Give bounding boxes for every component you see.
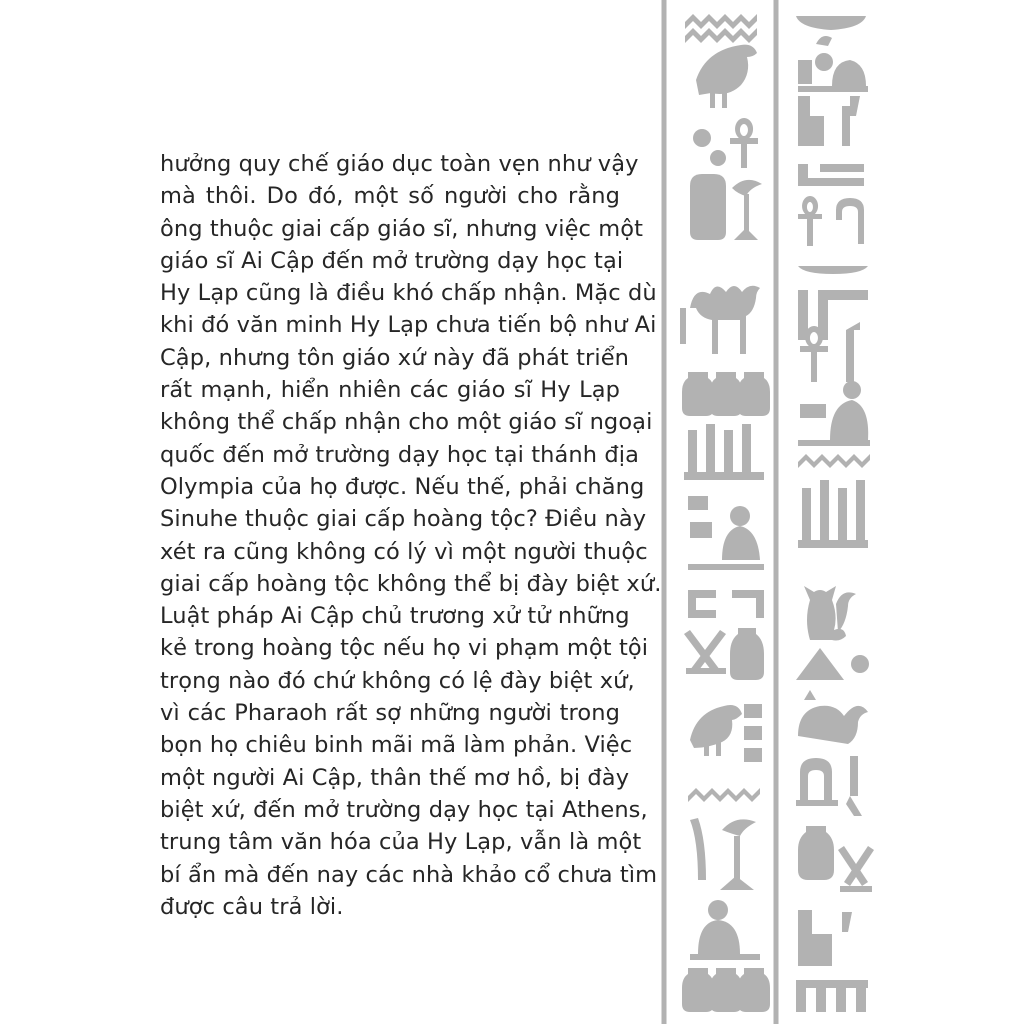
reed-column-icon xyxy=(798,480,868,548)
text-line: không thể chấp nhận cho một giáo sĩ ngoại xyxy=(160,409,653,436)
arm-staff-icon xyxy=(690,818,756,890)
text-line: một người Ai Cập, thân thế mơ hồ, bị đày xyxy=(160,764,630,791)
text-line: Olympia của họ được. Nếu thế, phải chăng xyxy=(160,473,645,500)
comb-icon xyxy=(796,980,868,1012)
text-line: hưởng quy chế giáo dục toàn vẹn như vậy xyxy=(160,151,639,177)
text-line: xét ra cũng không có lý vì một người thuộc xyxy=(160,538,648,565)
frame-icon xyxy=(798,164,864,186)
text-line: mà thôi. Do đó, một số người cho rằng xyxy=(160,183,620,210)
bowl-icon xyxy=(796,16,866,30)
text-line: vì các Pharaoh rất sợ những người trong xyxy=(160,700,620,727)
text-line: kẻ trong hoàng tộc nếu họ vi phạm một tội xyxy=(160,635,649,662)
body-text xyxy=(160,148,662,923)
ankh-staff-icon xyxy=(800,322,860,382)
cobra-frame-icon xyxy=(688,590,764,618)
water-ripple-icon xyxy=(685,14,757,43)
tall-vase-icon xyxy=(730,628,764,680)
text-line: biệt xứ, đến mở trường dạy học tại Athens, xyxy=(160,796,648,823)
text-line: Cập, nhưng tôn giáo xứ này đã phát triển xyxy=(160,344,629,371)
amphora-icon xyxy=(798,826,834,880)
text-line: giáo sĩ Ai Cập đến mở trường dạy học tại xyxy=(160,247,624,274)
text-line: bí ẩn mà đến nay các nhà khảo cổ chưa tìm xyxy=(160,861,658,888)
camel-icon xyxy=(680,286,760,354)
knot-icon xyxy=(684,630,726,674)
sarcophagus-icon xyxy=(690,174,726,240)
text-line: Hy Lạp cũng là điều khó chấp nhận. Mặc dù xyxy=(160,280,657,307)
kneeling-figure-icon xyxy=(690,900,760,960)
steps-icon xyxy=(798,96,860,146)
owl-icon xyxy=(690,704,762,762)
text-line: Sinuhe thuộc giai cấp hoàng tộc? Điều này xyxy=(160,506,647,533)
lion-icon xyxy=(798,690,868,744)
vases-icon xyxy=(682,372,770,416)
offering-figure-icon xyxy=(798,381,870,446)
ankh-pair-icon xyxy=(798,196,864,246)
text-line: rất mạnh, hiển nhiên các giáo sĩ Hy Lạp xyxy=(160,377,620,404)
text-line: khi đó văn minh Hy Lạp chưa tiến bộ như Ai xyxy=(160,312,657,339)
text-line: được câu trả lời. xyxy=(160,893,344,920)
text-line: quốc đến mở trường dạy học tại thánh địa xyxy=(160,441,639,468)
text-line: trung tâm văn hóa của Hy Lạp, vẫn là một xyxy=(160,829,642,856)
seated-scribe-icon xyxy=(688,496,764,570)
seated-god-icon xyxy=(798,36,868,92)
hieroglyph-border xyxy=(660,0,1024,1024)
text-line: trọng nào đó chứ không có lệ đày biệt xứ, xyxy=(160,667,635,694)
reed-stalks-icon xyxy=(684,424,764,480)
text-line: Luật pháp Ai Cập chủ trương xử tử những xyxy=(160,603,630,630)
zigzag-icon xyxy=(688,788,760,802)
text-line: bọn họ chiêu binh mãi mã làm phản. Việc xyxy=(160,732,633,759)
cat-icon xyxy=(804,586,856,641)
pyramid-icon xyxy=(796,648,869,680)
knot-cross-icon xyxy=(838,846,874,892)
water-icon xyxy=(798,454,870,468)
bird-icon xyxy=(696,45,757,108)
step-block-icon xyxy=(798,910,852,966)
ankh-icon xyxy=(693,118,758,168)
lotus-icon xyxy=(732,180,762,240)
text-line: ông thuộc giai cấp giáo sĩ, nhưng việc một xyxy=(160,215,644,242)
jars-icon xyxy=(682,968,770,1012)
text-line: giai cấp hoàng tộc không thể bị đày biệt xứ. xyxy=(160,570,662,597)
horizon-bar-icon xyxy=(798,266,868,274)
shrine-icon xyxy=(796,756,862,816)
